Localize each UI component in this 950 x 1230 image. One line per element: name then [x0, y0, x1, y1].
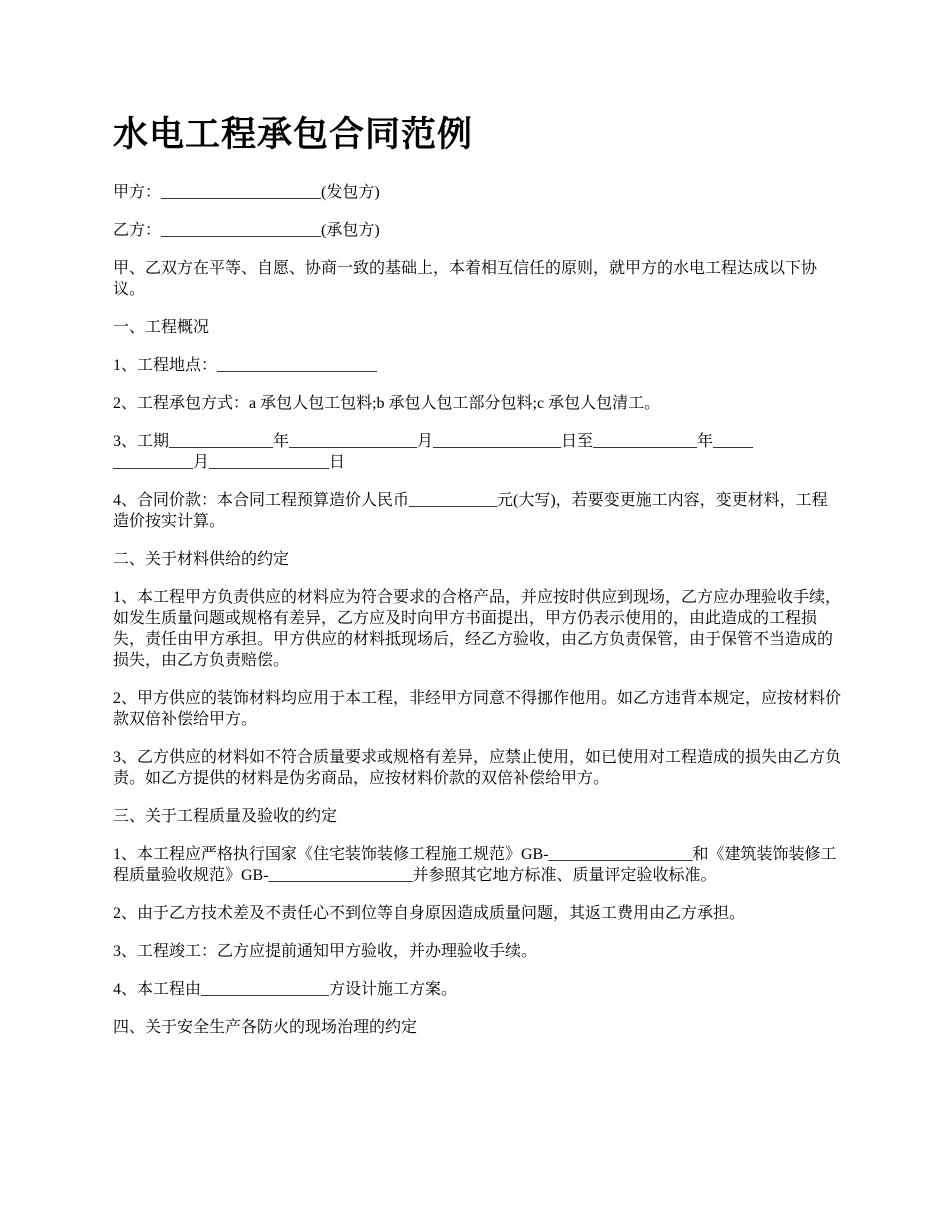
document-page [113, 110, 843, 1055]
clause-quality-2: 2、由于乙方技术差及不责任心不到位等自身原因造成质量问题，其返工费用由乙方承担。 [113, 905, 746, 922]
party-b-line: 乙方：____________________(承包方) [113, 222, 380, 239]
document-title: 水电工程承包合同范例 [113, 115, 474, 154]
clause-materials-3: 3、乙方供应的材料如不符合质量要求或规格有差异，应禁止使用，如已使用对工程造成的损失由乙方负责。如乙方提供的材料是伪劣商品，应按材料价款的双倍补偿给甲方。 [113, 749, 842, 787]
clause-quality-3: 3、工程竣工：乙方应提前通知甲方验收，并办理验收手续。 [113, 943, 538, 960]
clause-quality-4: 4、本工程由________________方设计施工方案。 [113, 981, 458, 998]
clause-quality-1: 1、本工程应严格执行国家《住宅装饰装修工程施工规范》GB-__________________和《建筑装饰装修工程质量验收规范》GB-__________________并参照其它地方标准、质量评定验收标准。 [113, 846, 837, 884]
section-heading-materials: 二、关于材料供给的约定 [113, 551, 290, 568]
clause-project-location: 1、工程地点：____________________ [113, 357, 378, 374]
party-a-line: 甲方：____________________(发包方) [113, 184, 380, 201]
clause-duration: 3、工期_____________年________________月________________日至_____________年_____ __________月_______________日 [113, 433, 754, 471]
section-heading-project-overview: 一、工程概况 [113, 319, 210, 336]
clause-contract-price: 4、合同价款：本合同工程预算造价人民币___________元(大写)，若要变更施工内容，变更材料，工程造价按实计算。 [113, 492, 828, 530]
clause-materials-2: 2、甲方供应的装饰材料均应用于本工程，非经甲方同意不得挪作他用。如乙方违背本规定，应按材料价款双倍补偿给甲方。 [113, 690, 842, 728]
section-heading-safety: 四、关于安全生产各防火的现场治理的约定 [113, 1019, 418, 1036]
clause-contract-method: 2、工程承包方式：a 承包人包工包料;b 承包人包工部分包料;c 承包人包清工。 [113, 395, 661, 412]
section-heading-quality: 三、关于工程质量及验收的约定 [113, 808, 338, 825]
preamble-paragraph: 甲、乙双方在平等、自愿、协商一致的基础上，本着相互信任的原则，就甲方的水电工程达成以下协议。 [113, 260, 818, 298]
clause-materials-1: 1、本工程甲方负责供应的材料应为符合要求的合格产品，并应按时供应到现场，乙方应办理验收手续，如发生质量问题或规格有差异，乙方应及时向甲方书面提出，甲方仍表示使用的，由此造成的工程损失，责任由甲方承担。甲方供应的材料抵现场后，经乙方验收，由乙方负责保管，由于保管不当造成的损失，由乙方负责赔偿。 [113, 589, 842, 669]
